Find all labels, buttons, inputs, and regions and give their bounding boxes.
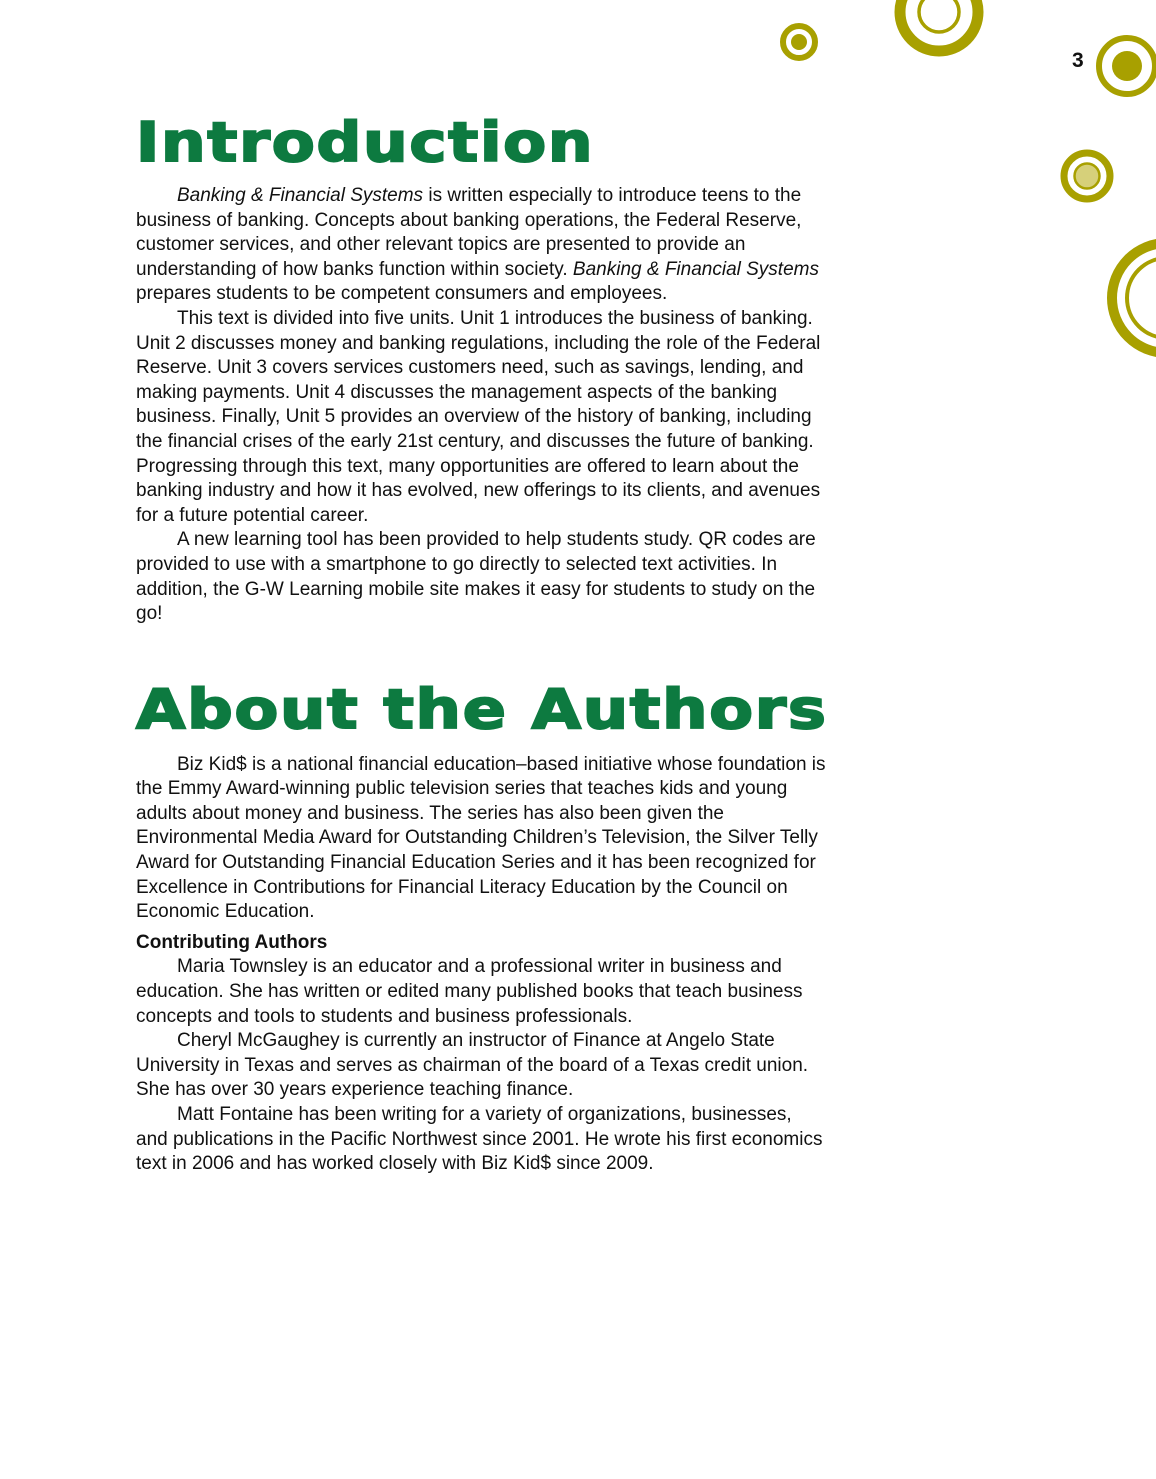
intro-paragraph-3: A new learning tool has been provided to help students study. QR codes are provided to use with a smartphone to go directly to selected text activities. In addition, the G-W Learning mobile site makes it easy for students to study on the go! — [136, 529, 816, 625]
ring-edge-right — [1112, 243, 1156, 353]
author-bio-townsley: Maria Townsley is an educator and a professional writer in business and education. She has written or edited many published books that teach business concepts and tools to students and business professionals. — [136, 956, 803, 1027]
introduction-heading: Introduction — [136, 111, 595, 174]
ring-large-top — [900, 0, 978, 51]
book-title: Banking & Financial Systems — [177, 185, 424, 206]
ring-mid-right — [1064, 153, 1110, 199]
page-number: 3 — [1072, 49, 1084, 72]
about-authors-heading: About the Authors — [136, 677, 828, 741]
intro-paragraph-1: Banking & Financial Systems is written especially to introduce teens to the business of banking. Concepts about banking operations, the Federal Reserve, customer services, and other relevant topics are presented to provide an understanding of how banks function within society. Banking & Financial Systems prepares students to be competent consumers and employees. — [136, 185, 819, 305]
author-bio-mcgaughey: Cheryl McGaughey is currently an instructor of Finance at Angelo State University in Texas and serves as chairman of the board of a Texas credit union. She has over 30 years experience teaching finance. — [136, 1030, 809, 1101]
page-content — [136, 110, 826, 1177]
book-title: Banking & Financial Systems — [572, 258, 819, 280]
ring-small-top — [783, 26, 815, 58]
author-bio-fontaine: Matt Fontaine has been writing for a variety of organizations, businesses, and publications in the Pacific Northwest since 2001. He wrote his first economics text in 2006 and has worked closely with Biz Kid$ since 2009. — [136, 1104, 823, 1175]
contributing-authors-heading: Contributing Authors — [136, 931, 328, 953]
ring-page-number — [1099, 38, 1155, 94]
about-paragraph-1: Biz Kid$ is a national financial education–based initiative whose foundation is the Emmy Award-winning public television series that teaches kids and young adults about money and business. The series has also been given the Environmental Media Award for Outstanding Children’s Television, the Silver Telly Award for Outstanding Financial Education Series and it has been recognized for Excellence in Contributions for Financial Literacy Education by the Council on Economic Education. — [136, 753, 826, 923]
intro-paragraph-2: This text is divided into five units. Unit 1 introduces the business of banking. Unit 2 discusses money and banking regulations, including the role of the Federal Reserve. Unit 3 covers services customers need, such as savings, lending, and making payments. Unit 4 discusses the management aspects of the banking business. Finally, Unit 5 provides an overview of the history of banking, including the financial crises of the early 21st century, and discusses the future of banking. Progressing through this text, many opportunities are offered to learn about the banking industry and how it has evolved, new offerings to its clients, and avenues for a future potential career. — [136, 307, 821, 526]
